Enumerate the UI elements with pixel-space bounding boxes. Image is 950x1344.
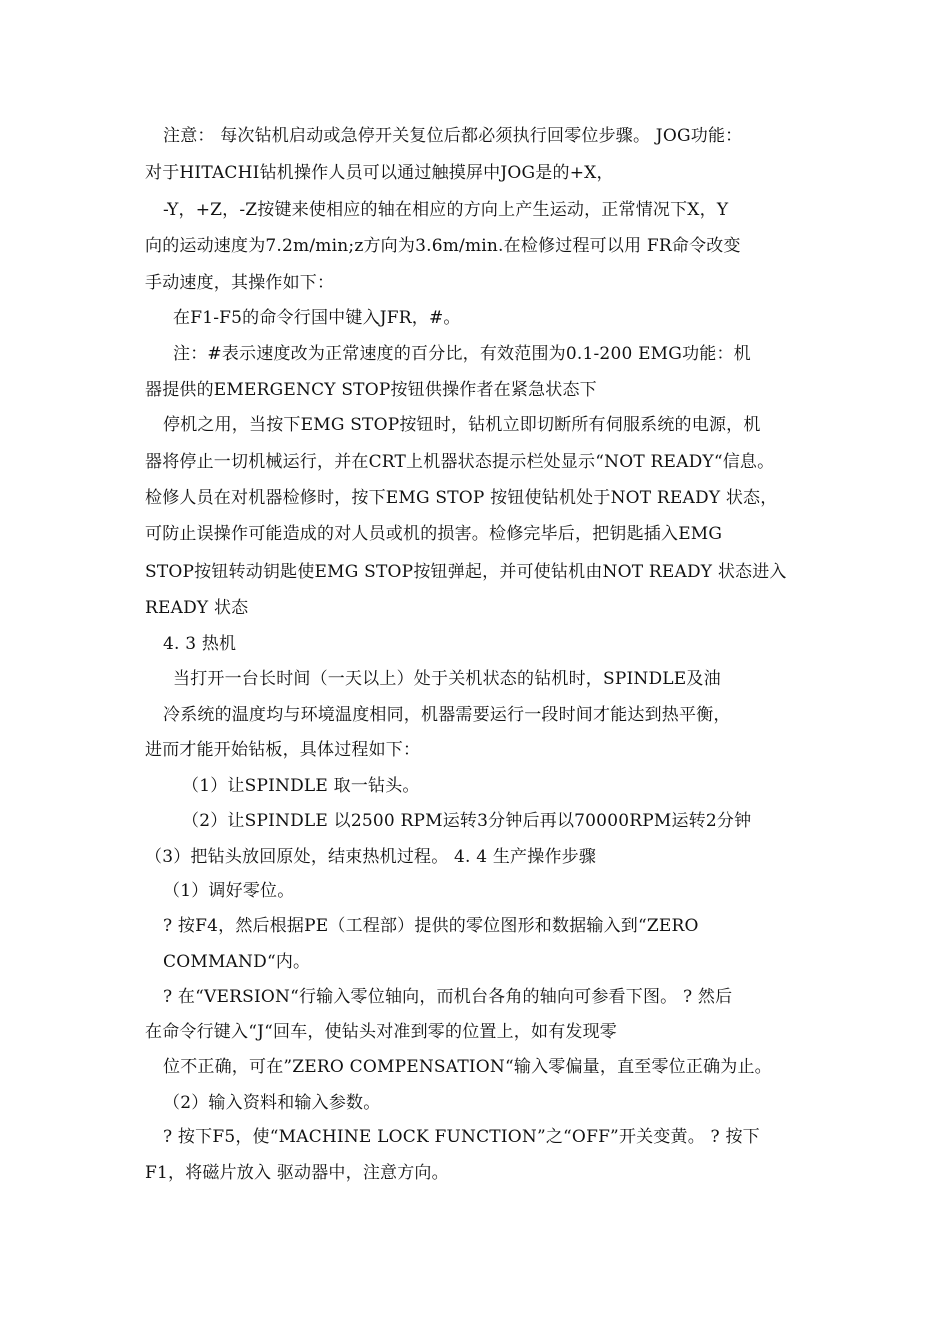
text-line: 向的运动速度为7.2m/min;z方向为3.6m/min.在检修过程可以用 FR命令改变 xyxy=(145,236,741,256)
text-line: 当打开一台长时间（一天以上）处于关机状态的钻机时，SPINDLE及油 xyxy=(173,669,721,689)
text-line: ? 按F4，然后根据PE（工程部）提供的零位图形和数据输入到“ZERO xyxy=(163,916,699,936)
text-line: F1，将磁片放入 驱动器中，注意方向。 xyxy=(145,1163,449,1183)
text-line: 对于HITACHI钻机操作人员可以通过触摸屏中JOG是的+X， xyxy=(145,163,614,183)
text-line: 在命令行键入“J“回车，使钻头对准到零的位置上，如有发现零 xyxy=(145,1022,617,1042)
section-heading: 4. 3 热机 xyxy=(163,634,237,654)
text-line: （3）把钻头放回原处，结束热机过程。 4. 4 生产操作步骤 xyxy=(145,847,597,867)
text-line: （1）让SPINDLE 取一钻头。 xyxy=(182,776,420,796)
text-line: 器提供的EMERGENCY STOP按钮供操作者在紧急状态下 xyxy=(145,380,597,400)
text-line: 冷系统的温度均与环境温度相同，机器需要运行一段时间才能达到热平衡， xyxy=(163,705,731,725)
text-line: STOP按钮转动钥匙使EMG STOP按钮弹起，并可使钻机由NOT READY 状态进入 xyxy=(145,562,787,582)
text-line: 手动速度，其操作如下： xyxy=(145,273,335,293)
text-line: （1）调好零位。 xyxy=(163,881,295,901)
text-line: （2）让SPINDLE 以2500 RPM运转3分钟后再以70000RPM运转2分钟 xyxy=(182,811,752,831)
text-line: 检修人员在对机器检修时，按下EMG STOP 按钮使钻机处于NOT READY 状态， xyxy=(145,488,778,508)
text-line: 注：#表示速度改为正常速度的百分比，有效范围为0.1-200 EMG功能：机 xyxy=(173,344,751,364)
text-line: -Y，+Z，-Z按键来使相应的轴在相应的方向上产生运动，正常情况下X，Y xyxy=(163,200,729,220)
text-line: 可防止误操作可能造成的对人员或机的损害。检修完毕后，把钥匙插入EMG xyxy=(145,524,723,544)
text-line: 在F1-F5的命令行国中键入JFR，#。 xyxy=(173,308,461,328)
text-line: COMMAND“内。 xyxy=(163,952,311,972)
text-line: ? 按下F5，使“MACHINE LOCK FUNCTION”之“OFF”开关变黄。 ? 按下 xyxy=(163,1127,760,1147)
text-line: （2）输入资料和输入参数。 xyxy=(163,1093,381,1113)
text-line: 进而才能开始钻板，具体过程如下： xyxy=(145,740,421,760)
text-line: READY 状态 xyxy=(145,598,249,618)
text-line: ? 在“VERSION“行输入零位轴向，而机台各角的轴向可参看下图。 ? 然后 xyxy=(163,987,733,1007)
text-line: 注意： 每次钻机启动或急停开关复位后都必须执行回零位步骤。 JOG功能： xyxy=(163,126,743,146)
text-line: 位不正确，可在”ZERO COMPENSATION“输入零偏量，直至零位正确为止。 xyxy=(163,1057,772,1077)
text-line: 器将停止一切机械运行，并在CRT上机器状态提示栏处显示“NOT READY“信息。 xyxy=(145,452,775,472)
text-line: 停机之用，当按下EMG STOP按钮时，钻机立即切断所有伺服系统的电源，机 xyxy=(163,415,761,435)
